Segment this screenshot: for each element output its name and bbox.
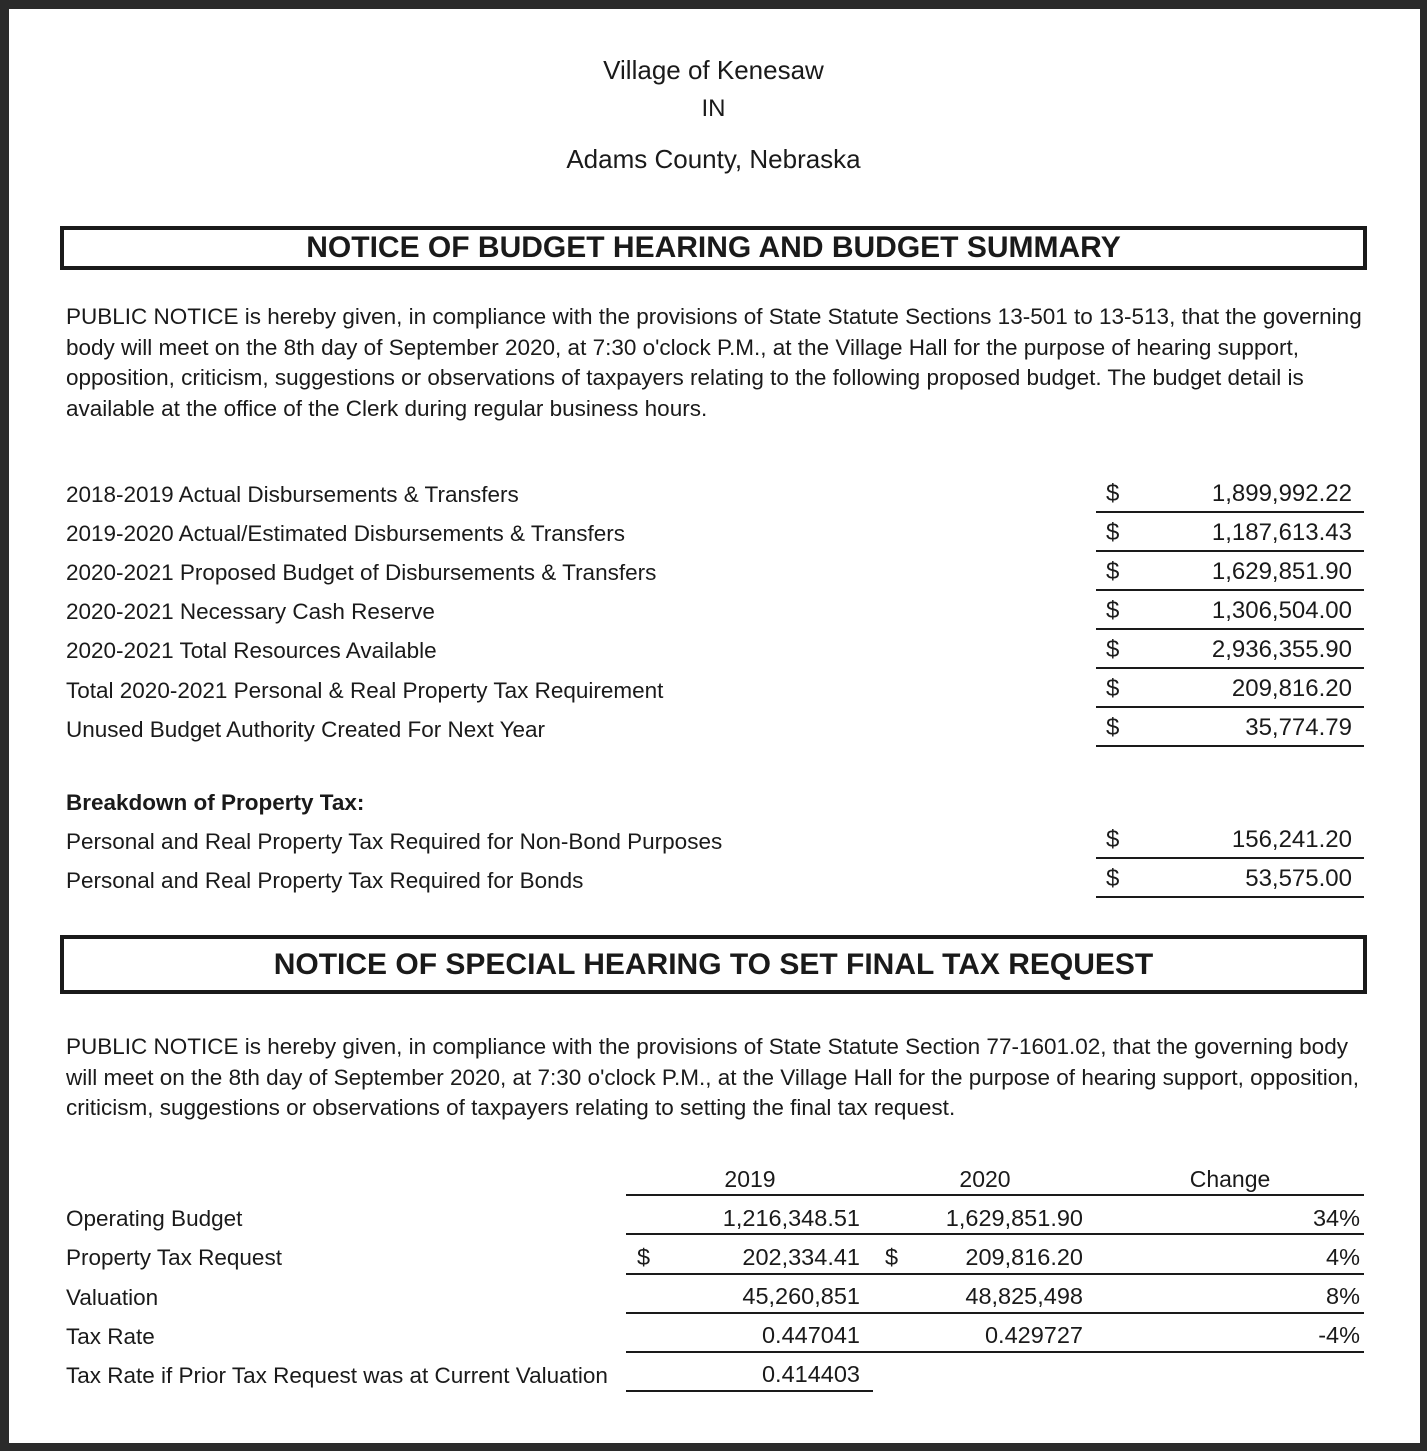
tax-notice-paragraph: PUBLIC NOTICE is hereby given, in compliance with the provisions of State Statute Section 77-1601.02, that the governing body will meet on the 8th day of September 2020, at 7:30 o'clock P.M., at the Village Hall for the purpose of hearing support, opposition, criticism, suggestions or observations of taxpayers relating to setting the final tax request.	[66, 1034, 1360, 1120]
column-header-2020: 2020	[959, 1166, 1011, 1192]
tax-row-label: Tax Rate	[66, 1324, 155, 1349]
value-2019: 202,334.41	[742, 1244, 860, 1270]
tax-row-label: Valuation	[66, 1285, 159, 1310]
county-name: Adams County, Nebraska	[566, 144, 861, 174]
currency-symbol: $	[1106, 675, 1120, 702]
budget-row-label: Unused Budget Authority Created For Next Year	[66, 717, 546, 742]
budget-row-amount	[1096, 711, 1364, 747]
amount-value: 1,187,613.43	[1211, 519, 1352, 546]
tax-row-label: Property Tax Request	[66, 1245, 282, 1270]
currency-symbol: $	[637, 1244, 651, 1270]
budget-row-label: 2018-2019 Actual Disbursements & Transfers	[66, 482, 519, 507]
currency-symbol: $	[1106, 826, 1120, 853]
value-change: 8%	[1326, 1283, 1360, 1309]
budget-row-amount	[1096, 516, 1364, 552]
budget-row-label: 2020-2021 Total Resources Available	[66, 638, 437, 663]
value-2020: 0.429727	[984, 1322, 1083, 1348]
column-header-2019: 2019	[724, 1166, 776, 1192]
value-change: -4%	[1318, 1322, 1360, 1348]
header-in: IN	[701, 95, 726, 122]
village-name: Village of Kenesaw	[603, 55, 824, 85]
budget-row-amount	[1096, 633, 1364, 669]
budget-row-amount	[1096, 672, 1364, 708]
currency-symbol: $	[1106, 597, 1120, 624]
breakdown-title: Breakdown of Property Tax:	[66, 790, 365, 815]
table-rule	[626, 1312, 1364, 1314]
amount-value: 35,774.79	[1245, 714, 1352, 741]
table-rule	[626, 1233, 1364, 1235]
value-2020: 209,816.20	[965, 1244, 1083, 1270]
value-2019: 0.414403	[761, 1361, 860, 1387]
budget-row-amount	[1096, 477, 1364, 513]
currency-symbol: $	[1106, 480, 1120, 507]
breakdown-row-label: Personal and Real Property Tax Required for Non-Bond Purposes	[66, 829, 723, 854]
table-rule	[626, 1194, 1364, 1196]
tax-row-label: Operating Budget	[66, 1206, 243, 1231]
currency-symbol: $	[1106, 865, 1120, 892]
amount-value: 53,575.00	[1245, 865, 1352, 892]
currency-symbol: $	[1106, 714, 1120, 741]
breakdown-row-label: Personal and Real Property Tax Required for Bonds	[66, 868, 584, 893]
budget-row-label: 2019-2020 Actual/Estimated Disbursements & Transfers	[66, 521, 626, 546]
value-change: 4%	[1326, 1244, 1360, 1270]
column-header-change: Change	[1189, 1166, 1271, 1192]
value-2020: 1,629,851.90	[945, 1205, 1083, 1231]
value-2019: 1,216,348.51	[722, 1205, 860, 1231]
value-2019: 45,260,851	[742, 1283, 860, 1309]
value-2019: 0.447041	[761, 1322, 860, 1348]
currency-symbol: $	[1106, 636, 1120, 663]
table-rule	[626, 1273, 1364, 1275]
tax-row-label: Tax Rate if Prior Tax Request was at Current Valuation	[66, 1363, 608, 1388]
budget-hearing-title: NOTICE OF BUDGET HEARING AND BUDGET SUMMARY	[60, 226, 1367, 270]
table-rule	[626, 1390, 873, 1392]
budget-row-amount	[1096, 594, 1364, 630]
budget-row-amount	[1096, 555, 1364, 591]
currency-symbol: $	[1106, 558, 1120, 585]
budget-row-label: 2020-2021 Proposed Budget of Disbursements & Transfers	[66, 560, 657, 585]
amount-value: 1,306,504.00	[1211, 597, 1352, 624]
budget-row-label: 2020-2021 Necessary Cash Reserve	[66, 599, 435, 624]
amount-value: 1,629,851.90	[1211, 558, 1352, 585]
value-change: 34%	[1312, 1205, 1360, 1231]
value-2020: 48,825,498	[965, 1283, 1083, 1309]
amount-value: 1,899,992.22	[1211, 480, 1352, 507]
budget-row-label: Total 2020-2021 Personal & Real Property Tax Requirement	[66, 678, 664, 703]
table-rule	[626, 1351, 1364, 1353]
breakdown-row-amount	[1096, 823, 1364, 859]
budget-notice-paragraph: PUBLIC NOTICE is hereby given, in compliance with the provisions of State Statute Sections 13-501 to 13-513, that the governing body will meet on the 8th day of September 2020, at 7:30 o'clock P.M., at the Village Hall for the purpose of hearing support, opposition, criticism, suggestions or observations of taxpayers relating to the following proposed budget. The budget detail is available at the office of the Clerk during regular business hours.	[66, 304, 1362, 421]
amount-value: 156,241.20	[1231, 826, 1352, 853]
tax-hearing-title: NOTICE OF SPECIAL HEARING TO SET FINAL TAX REQUEST	[60, 935, 1367, 994]
amount-value: 209,816.20	[1231, 675, 1352, 702]
currency-symbol: $	[885, 1244, 899, 1270]
currency-symbol: $	[1106, 519, 1120, 546]
breakdown-row-amount	[1096, 862, 1364, 898]
amount-value: 2,936,355.90	[1211, 636, 1352, 663]
